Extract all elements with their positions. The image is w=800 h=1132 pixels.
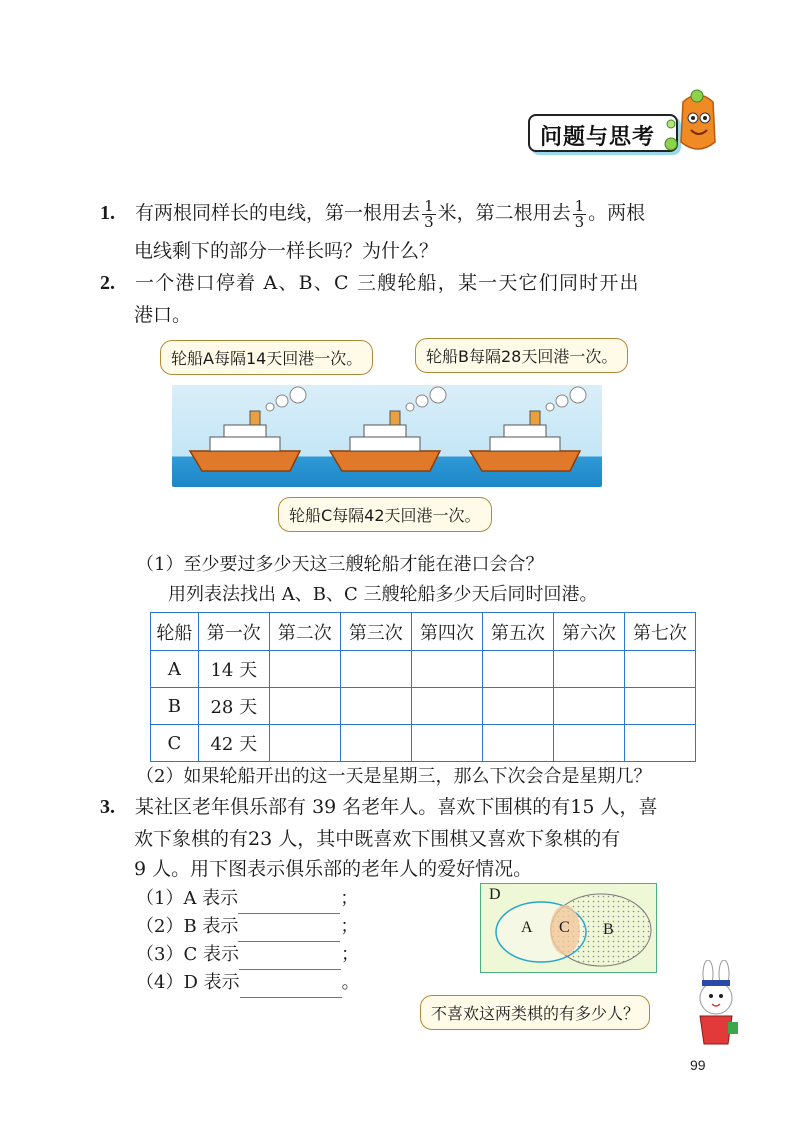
table-cell-blank[interactable]: [482, 651, 553, 688]
table-cell-blank[interactable]: [340, 725, 411, 762]
q3-number: 3.: [100, 796, 115, 818]
item-label: （2）B 表示: [136, 916, 239, 937]
q2-sub1-line2: 用列表法找出 A、B、C 三艘轮船多少天后同时回港。: [168, 584, 598, 605]
table-cell: B: [151, 688, 199, 725]
q3-line1: [100, 792, 658, 822]
frac1-numerator: 1: [424, 196, 434, 215]
badge-title: 问题与思考: [540, 125, 656, 150]
frac2-numerator: 1: [574, 196, 585, 215]
answer-blank[interactable]: [238, 894, 340, 914]
q3-item-2: [136, 912, 358, 942]
venn-label-c: C: [559, 919, 570, 936]
q1-fraction-2: [573, 196, 587, 231]
table-cell-blank[interactable]: [340, 651, 411, 688]
section-badge: [528, 84, 718, 164]
q2-line2: 港口。: [134, 304, 192, 326]
table-header-cell: 第五次: [482, 613, 553, 651]
table-cell-blank[interactable]: [269, 688, 340, 725]
item-label: （1）A 表示: [136, 888, 239, 909]
table-cell-blank[interactable]: [553, 688, 624, 725]
table-cell: A: [151, 651, 199, 688]
table-row: [151, 725, 696, 762]
table-cell-blank[interactable]: [624, 725, 695, 762]
table-cell-blank[interactable]: [411, 688, 482, 725]
q3-item-4: [136, 968, 360, 998]
table-header-cell: 第三次: [340, 613, 411, 651]
table-cell-blank[interactable]: [340, 688, 411, 725]
item-end: ；: [340, 944, 359, 965]
speech-bubble-b: 轮船B每隔28天回港一次。: [415, 338, 628, 373]
item-end: 。: [341, 972, 360, 993]
boats-icon: [172, 385, 602, 487]
item-label: （4）D 表示: [136, 972, 240, 993]
table-cell-blank[interactable]: [624, 688, 695, 725]
table-header-cell: 第七次: [624, 613, 695, 651]
q1-text-b: 米，第二根用去: [437, 202, 571, 224]
table-header-cell: 第六次: [553, 613, 624, 651]
table-cell-blank[interactable]: [624, 651, 695, 688]
item-label: （3）C 表示: [136, 944, 239, 965]
badge-box: [528, 114, 678, 152]
table-cell-blank[interactable]: [553, 725, 624, 762]
frac2-denominator: 3: [574, 212, 585, 231]
venn-label-b: B: [603, 921, 614, 938]
item-end: ；: [340, 888, 359, 909]
table-header-cell: 第二次: [269, 613, 340, 651]
table-cell: 42 天: [198, 725, 269, 762]
q3-item-3: [136, 940, 359, 970]
table-cell-blank[interactable]: [269, 725, 340, 762]
venn-label-a: A: [521, 919, 533, 936]
speech-bubble-a: 轮船A每隔14天回港一次。: [160, 340, 373, 375]
q2-sub1-line1: （1）至少要过多少天这三艘轮船才能在港口会合？: [136, 554, 544, 575]
q3-line2: 欢下象棋的有23 人，其中既喜欢下围棋又喜欢下象棋的有: [134, 828, 621, 850]
q2-text: 一个港口停着 A、B、C 三艘轮船，某一天它们同时开出: [135, 272, 640, 294]
table-header-cell: 轮船: [151, 613, 199, 651]
page-number: 99: [690, 1057, 706, 1073]
table-cell-blank[interactable]: [411, 651, 482, 688]
table-cell: 14 天: [198, 651, 269, 688]
table-cell: C: [151, 725, 199, 762]
q3-item-1: [136, 884, 358, 914]
table-row: [151, 688, 696, 725]
table-cell-blank[interactable]: [553, 651, 624, 688]
q1-number: 1.: [100, 202, 115, 224]
q2-line1: [100, 268, 640, 298]
table-header-cell: 第一次: [198, 613, 269, 651]
q1-text-a: 有两根同样长的电线，第一根用去: [135, 202, 421, 224]
mascot-icon: [663, 84, 723, 164]
q2-number: 2.: [100, 272, 115, 294]
frac1-denominator: 3: [424, 212, 434, 231]
harbor-illustration: [172, 385, 602, 487]
item-end: ；: [340, 916, 359, 937]
q1-fraction-1: [422, 196, 436, 231]
answer-blank[interactable]: [240, 978, 342, 998]
boat-return-table: [150, 612, 696, 762]
table-header-row: [151, 613, 696, 651]
speech-bubble-c: 轮船C每隔42天回港一次。: [278, 497, 492, 532]
table-cell-blank[interactable]: [482, 688, 553, 725]
q1-line1: [100, 198, 645, 230]
table-cell-blank[interactable]: [269, 651, 340, 688]
q1-text-c: 。两根: [588, 202, 646, 224]
q3-line3: 9 人。用下图表示俱乐部的老年人的爱好情况。: [134, 858, 533, 880]
table-cell-blank[interactable]: [482, 725, 553, 762]
rabbit-speech-bubble: 不喜欢这两类棋的有多少人？: [420, 995, 650, 1030]
venn-diagram: [480, 883, 657, 973]
q1-line2: 电线剩下的部分一样长吗？为什么？: [134, 240, 439, 262]
answer-blank[interactable]: [239, 950, 341, 970]
table-row: [151, 651, 696, 688]
venn-label-d: D: [489, 886, 501, 903]
answer-blank[interactable]: [238, 922, 340, 942]
q2-sub2: （2）如果轮船开出的这一天是星期三，那么下次会合是星期几？: [136, 766, 652, 787]
table-cell-blank[interactable]: [411, 725, 482, 762]
table-cell: 28 天: [198, 688, 269, 725]
rabbit-mascot-icon: [684, 960, 744, 1050]
table-header-cell: 第四次: [411, 613, 482, 651]
q3-text: 某社区老年俱乐部有 39 名老年人。喜欢下围棋的有15 人，喜: [135, 796, 658, 818]
